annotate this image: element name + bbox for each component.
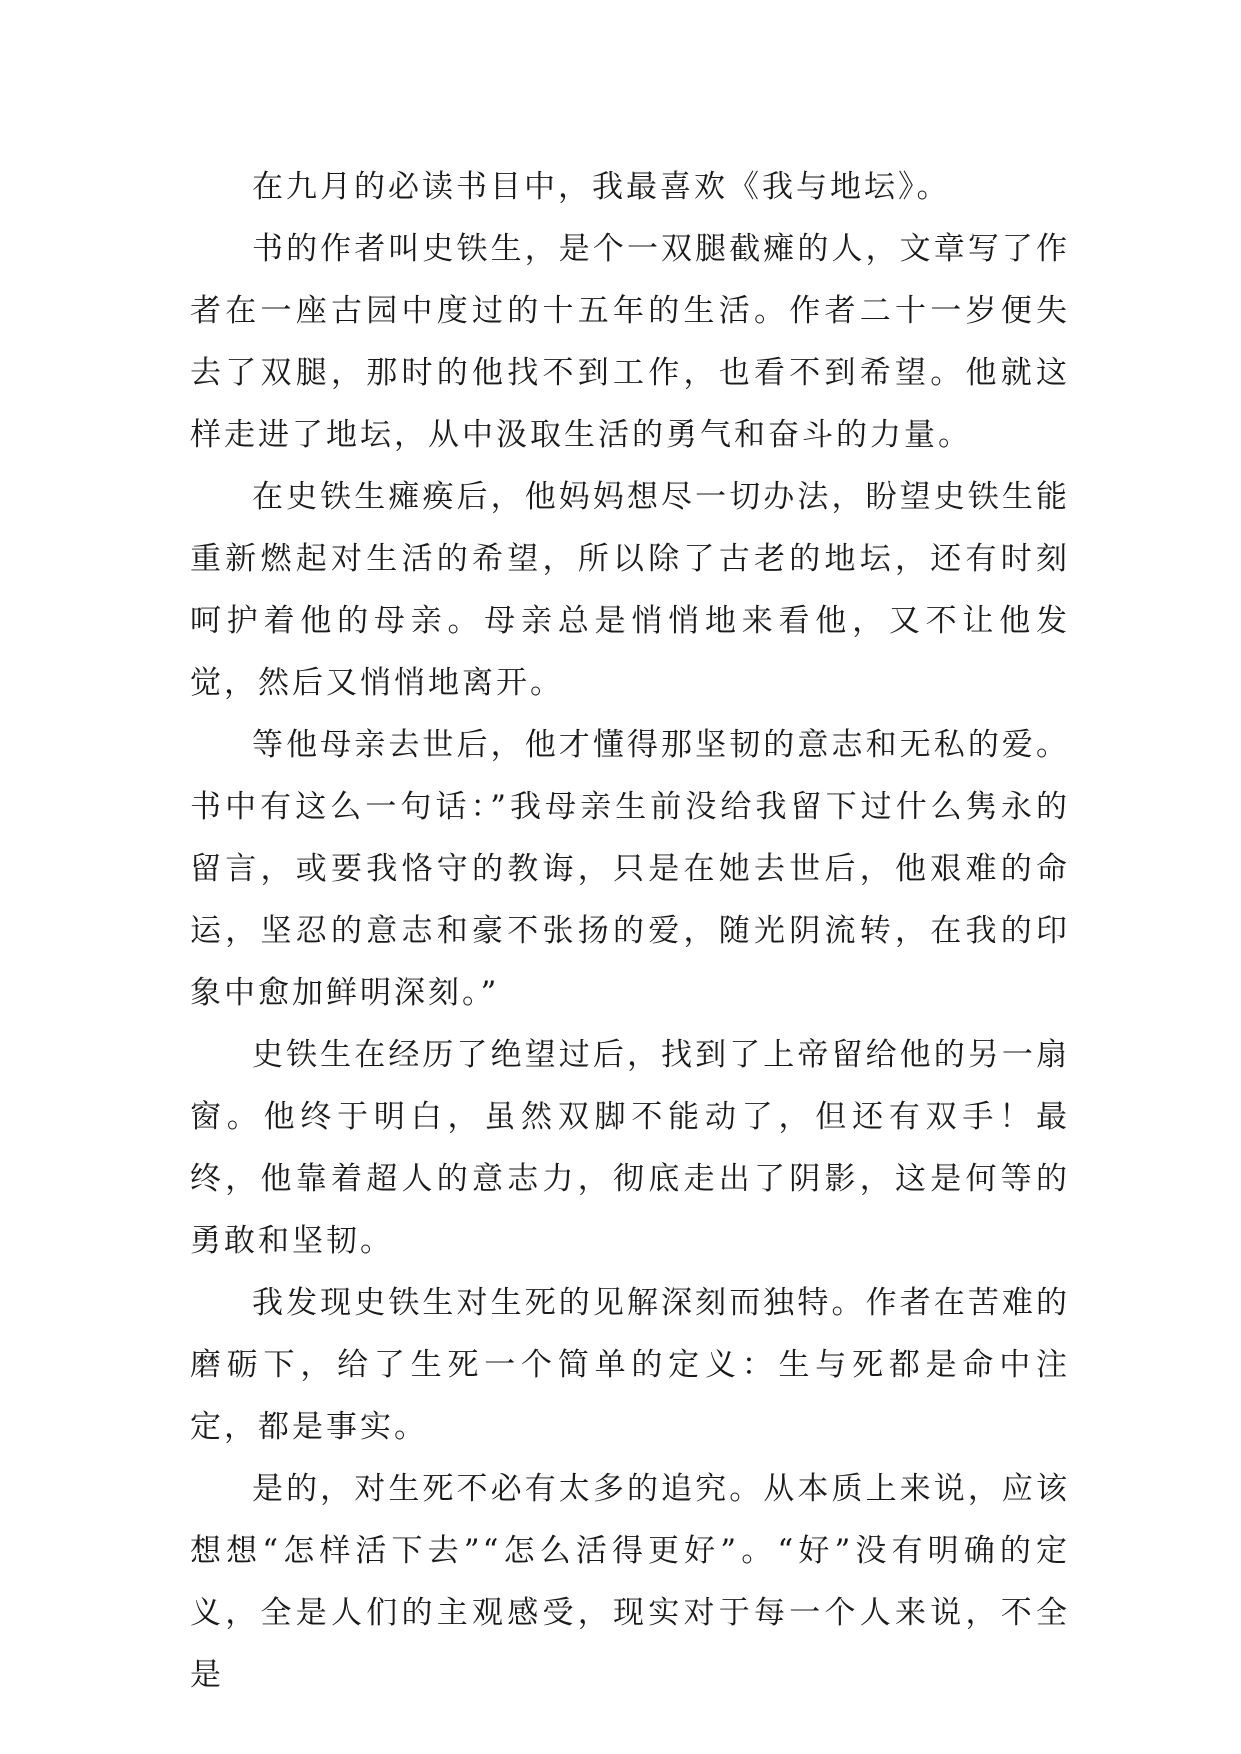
paragraph-6: 我发现史铁生对生死的见解深刻而独特。作者在苦难的磨砺下，给了生死一个简单的定义：生与死都是命中注定，都是事实。 (190, 1285, 1070, 1445)
paragraph-3: 在史铁生瘫痪后，他妈妈想尽一切办法，盼望史铁生能重新燃起对生活的希望，所以除了古老的地坛，还有时刻呵护着他的母亲。母亲总是悄悄地来看他，又不让他发觉，然后又悄悄地离开。 (190, 479, 1070, 701)
paragraph-2: 书的作者叫史铁生，是个一双腿截瘫的人，文章写了作者在一座古园中度过的十五年的生活。作者二十一岁便失去了双腿，那时的他找不到工作，也看不到希望。他就这样走进了地坛，从中汲取生活的勇气和奋斗的力量。 (190, 231, 1070, 453)
document-body (190, 156, 1070, 1706)
paragraph-7: 是的，对生死不必有太多的追究。从本质上来说，应该想想“怎样活下去”“怎么活得更好”。“好”没有明确的定义，全是人们的主观感受，现实对于每一个人来说，不全是 (190, 1471, 1070, 1693)
paragraph-4: 等他母亲去世后，他才懂得那坚韧的意志和无私的爱。书中有这么一句话：”我母亲生前没给我留下过什么隽永的留言，或要我恪守的教诲，只是在她去世后，他艰难的命运，坚忍的意志和豪不张扬的爱，随光阴流转，在我的印象中愈加鲜明深刻。” (190, 727, 1070, 1011)
paragraph-1: 在九月的必读书目中，我最喜欢《我与地坛》。 (252, 169, 951, 205)
paragraph-5: 史铁生在经历了绝望过后，找到了上帝留给他的另一扇窗。他终于明白，虽然双脚不能动了，但还有双手！最终，他靠着超人的意志力，彻底走出了阴影，这是何等的勇敢和坚韧。 (190, 1037, 1070, 1259)
